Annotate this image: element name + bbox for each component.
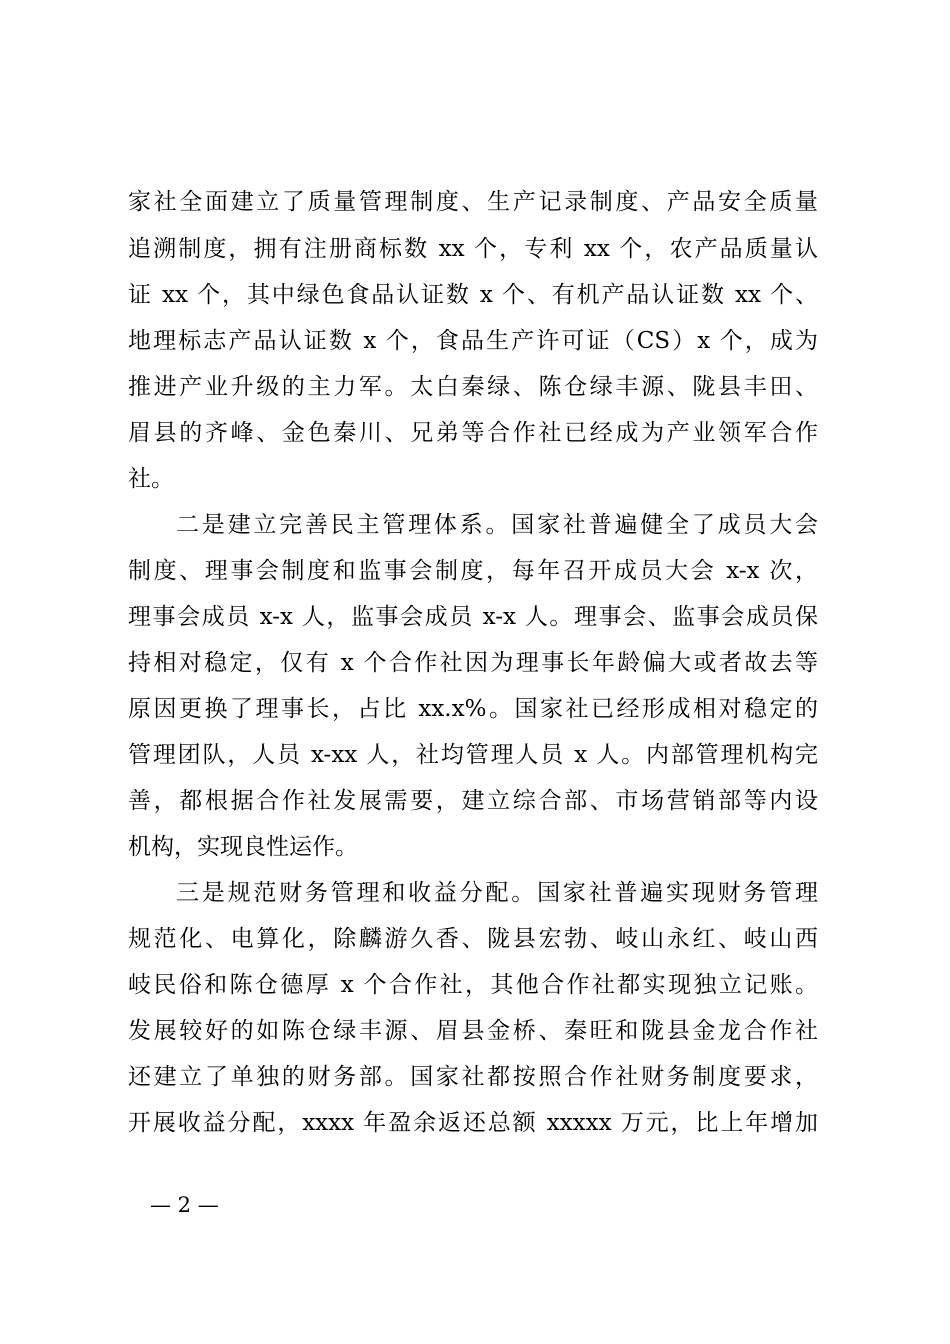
- text-line: 社。: [128, 466, 174, 492]
- text-line: 制度、理事会制度和监事会制度，每年召开成员大会 x-x 次，: [128, 558, 818, 584]
- text-line: 理事会成员 x-x 人，监事会成员 x-x 人。理事会、监事会成员保: [128, 604, 818, 630]
- text-line: 地理标志产品认证数 x 个，食品生产许可证（CS）x 个，成为: [128, 328, 818, 354]
- text-line: 发展较好的如陈仓绿丰源、眉县金桥、秦旺和陇县金龙合作社: [128, 1018, 818, 1044]
- text-line: 规范化、电算化，除麟游久香、陇县宏勃、岐山永红、岐山西: [128, 926, 818, 952]
- text-line: 原因更换了理事长，占比 xx.x%。国家社已经形成相对稳定的: [128, 696, 818, 722]
- text-line: 二是建立完善民主管理体系。国家社普遍健全了成员大会: [176, 512, 818, 538]
- text-line: 眉县的齐峰、金色秦川、兄弟等合作社已经成为产业领军合作: [128, 420, 818, 446]
- text-line: 追溯制度，拥有注册商标数 xx 个，专利 xx 个，农产品质量认: [128, 236, 818, 262]
- text-line: 善，都根据合作社发展需要，建立综合部、市场营销部等内设: [128, 788, 818, 814]
- text-line: 证 xx 个，其中绿色食品认证数 x 个、有机产品认证数 xx 个、: [128, 282, 818, 308]
- text-line: 还建立了单独的财务部。国家社都按照合作社财务制度要求，: [128, 1064, 818, 1090]
- text-line: 岐民俗和陈仓德厚 x 个合作社，其他合作社都实现独立记账。: [128, 972, 818, 998]
- text-line: 三是规范财务管理和收益分配。国家社普遍实现财务管理: [176, 880, 818, 906]
- text-line: 推进产业升级的主力军。太白秦绿、陈仓绿丰源、陇县丰田、: [128, 374, 818, 400]
- text-line: 开展收益分配，xxxx 年盈余返还总额 xxxxx 万元，比上年增加: [128, 1110, 818, 1136]
- text-line: 管理团队，人员 x-xx 人，社均管理人员 x 人。内部管理机构完: [128, 742, 818, 768]
- text-line: 家社全面建立了质量管理制度、生产记录制度、产品安全质量: [128, 189, 818, 215]
- text-line: 持相对稳定，仅有 x 个合作社因为理事长年龄偏大或者故去等: [128, 650, 818, 676]
- page-number: — 2 —: [150, 1193, 219, 1217]
- text-line: 机构，实现良性运作。: [128, 834, 358, 860]
